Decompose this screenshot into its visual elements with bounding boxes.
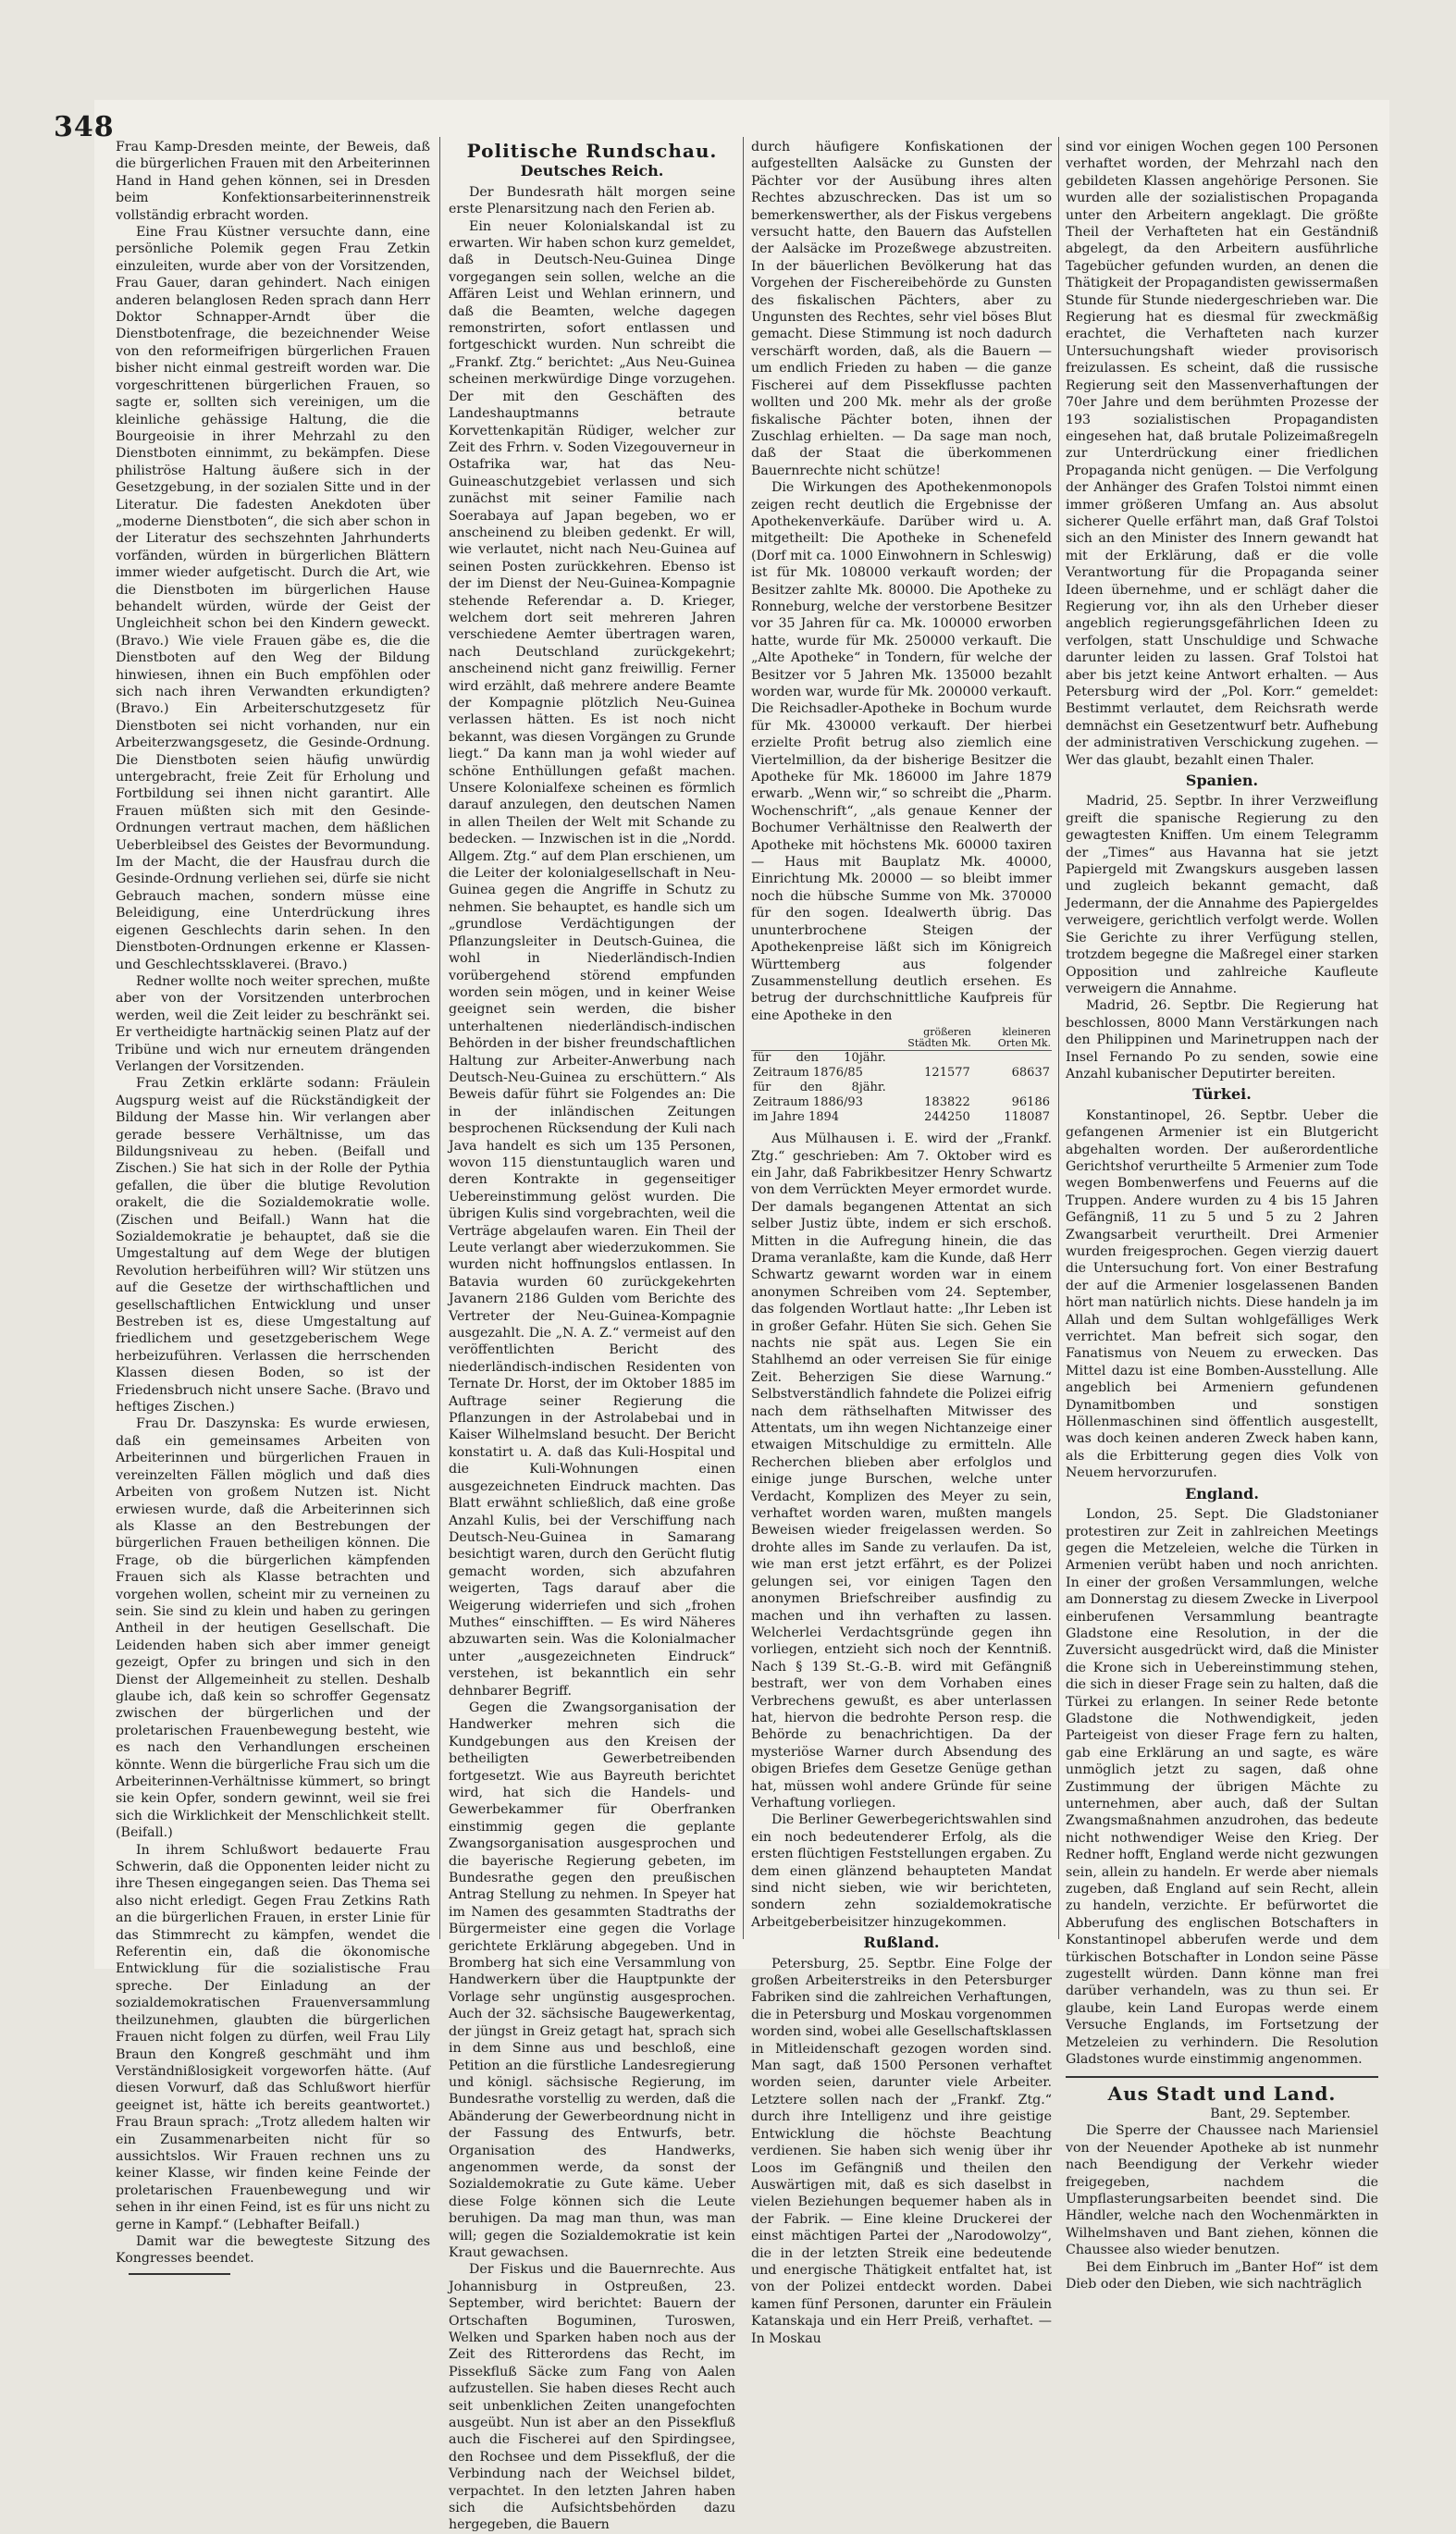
- paragraph: Konstantinopel, 26. Septbr. Ueber die gefangenen Armenier ist ein Blutgericht abgehalten worden. Der außerordentliche Gerichtshof verurtheilte 5 Armenier zum Tode wegen Bombenwerfens und Feuerns auf die Truppen. Andere wurden zu 4 bis 15 Jahren Gefängniß, 11 zu 5 und 5 zu 2 Jahren Zwangsarbeit verurtheilt. Drei Armenier wurden freigesprochen. Gegen vierzig dauert die Untersuchung fort. Von einer Bestrafung der auf die Armenier losgelassenen Banden hört man natürlich nichts. Diese handeln ja im Allah und dem Sultan wohlgefälliges Werk verrichtet. Man befreit sich sogar, den Fanatismus von Neuem zu erwecken. Das Mittel dazu ist eine Bomben-Ausstellung. Alle angeblich bei Armeniern gefundenen Dynamitbomben und sonstigen Höllenmaschinen sind öffentlich ausgestellt, was doch keinen anderen Zweck haben kann, als die Erbitterung gegen dies Volk von Neuem hervorzurufen.: [1066, 1107, 1378, 1481]
- table-header: größeren Städten Mk.: [888, 1026, 972, 1051]
- paragraph: Madrid, 25. Septbr. In ihrer Verzweiflung greift die spanische Regierung zu den gewagtesten Kniffen. Um einem Telegramm der „Times“ aus Havanna hat sie jetzt Papiergeld mit Zwangskurs ausgeben lassen und zugleich bekannt gemacht, daß Jedermann, der die Annahme des Papiergeldes verweigere, gerichtlich verfolgt werde. Wollen Sie Gerichte zu ihrer Verfügung stellen, trotzdem begegne die Maßregel einer starken Opposition und zahlreiche Kaufleute verweigern die Annahme.: [1066, 794, 1378, 996]
- section-title: Politische Rundschau.: [466, 140, 718, 162]
- paragraph: Petersburg, 25. Septbr. Eine Folge der großen Arbeiterstreiks in den Petersburger Fabriken sind die zahlreichen Verhaftungen, die in Petersburg und Moskau vorgenommen worden sind, wobei alle Gesellschaftsklassen in Mitleidenschaft gezogen worden sind. Man sagt, daß 1500 Personen verhaftet worden seien, darunter viele Arbeiter. Letztere sollen nach der „Frankf. Ztg.“ durch ihre Intelligenz und ihre geistige Entwicklung die höchste Beachtung verdienen. Sie haben sich wenig über ihr Loos im Gefängniß und theilen den Auswärtigen mit, daß es sich daselbst in vielen Beziehungen bequemer haben als in der Fabrik. — Eine kleine Druckerei der einst mächtigen Partei der „Narodowolzy“, die in der letzten Streik eine bedeutende und energische Thätigkeit entfaltet hat, ist von der Polizei entdeckt worden. Dabei kamen fünf Personen, darunter ein Fräulein Katanskaja und ein Herr Preiß, verhaftet. — In Moskau: [751, 1956, 1052, 2346]
- paragraph: Frau Kamp-Dresden meinte, der Beweis, daß die bürgerlichen Frauen mit den Arbeiterinnen Hand in Hand gehen können, sei in Dresden beim Konfektionsarbeiterinnenstreik vollständig erbracht worden.: [116, 140, 430, 223]
- column-3: [751, 139, 1052, 2346]
- table-row: [751, 1110, 1052, 1125]
- paragraph: Die Wirkungen des Apothekenmonopols zeigen recht deutlich die Ergebnisse der Apothekenverkäufe. Darüber wird u. A. mitgetheilt: Die Apotheke in Schenefeld (Dorf mit ca. 1000 Einwohnern in Schleswig) ist für Mk. 108000 verkauft worden; der Besitzer zahlte Mk. 80000. Die Apotheke zu Ronneburg, welche der verstorbene Besitzer vor 35 Jahren für ca. Mk. 100000 erworben hatte, wurde für Mk. 250000 verkauft. Die „Alte Apotheke“ in Tondern, für welche der Besitzer vor 5 Jahren Mk. 135000 bezahlt worden war, wurde für Mk. 200000 verkauft. Die Reichsadler-Apotheke in Bochum wurde für Mk. 430000 verkauft. Der hierbei erzielte Profit betrug also ziemlich eine Viertelmillion, da der bisherige Besitzer die Apotheke für Mk. 186000 im Jahre 1879 erwarb. „Wenn wir,“ so schreibt die „Pharm. Wochenschrift“, „als genaue Kenner der Bochumer Verhältnisse den Realwerth der Apotheke mit höchstens Mk. 60000 taxiren — Haus mit Bauplatz Mk. 40000, Einrichtung Mk. 20000 — so bleibt immer noch die hübsche Summe von Mk. 370000 für den sogen. Idealwerth übrig. Das ununterbrochene Steigen der Apothekenpreise läßt sich im Königreich Württemberg aus folgender Zusammenstellung deutlich ersehen. Es betrug der durchschnittliche Kaufpreis für eine Apotheke in den: [751, 480, 1052, 1023]
- cell-value: 121577: [924, 1066, 970, 1081]
- paragraph: Aus Mülhausen i. E. wird der „Frankf. Ztg.“ geschrieben: Am 7. Oktober wird es ein Jahr, daß Fabrikbesitzer Henry Schwartz von dem Verrückten Meyer ermordet wurde. Der damals begangenen Attentat an sich selber Justiz übte, indem er sich erschoß. Mitten in die Aufregung hinein, die das Drama veranlaßte, kam die Kunde, daß Herr Schwartz gewarnt worden war in einem anonymen Schreiben vom 24. September, das folgenden Wortlaut hatte: „Ihr Leben ist in großer Gefahr. Hüten Sie sich. Gehen Sie nachts nie spät aus. Legen Sie ein Stahlhemd an oder verreisen Sie für einige Zeit. Beherzigen Sie diese Warnung.“ Selbstverständlich fahndete die Polizei eifrig nach dem räthselhaften Mitwisser des Attentats, um ihn wegen Nichtanzeige einer etwaigen Mitschuldige zu ermitteln. Alle Recherchen blieben aber erfolglos und einige junge Burschen, welche unter Verdacht, Komplizen des Meyer zu sein, verhaftet worden waren, mußten mangels Beweisen wieder freigelassen werden. So drohte alles im Sande zu verlaufen. Da ist, wie man erst jetzt erfährt, es der Polizei gelungen sei, vor einigen Tagen den anonymen Briefschreiber ausfindig zu machen und ihn verhaften zu lassen. Welcherlei Verdachtsgründe gegen ihn vorliegen, entzieht sich noch der Kenntniß. Nach § 139 St.-G.-B. wird mit Gefängniß bestraft, wer von dem Vorhaben eines Verbrechens gewußt, es aber unterlassen hat, hiervon die bedrohte Person resp. die Behörde zu benachrichtigen. Da der mysteriöse Warner durch Absendung des obigen Briefes dem Gesetze Genüge gethan hat, müssen wohl andere Gründe für seine Verhaftung vorliegen.: [751, 1131, 1052, 1811]
- paragraph: Eine Frau Küstner versuchte dann, eine persönliche Polemik gegen Frau Zetkin einzuleiten, wurde aber von der Vorsitzenden, Frau Gauer, daran gehindert. Nach einigen anderen belanglosen Reden sprach dann Herr Doktor Schnapper-Arndt über die Dienstbotenfrage, die bezeichnender Weise von den reformeifrigen bürgerlichen Frauen bisher nicht einmal gestreift worden war. Die vorgeschrittenen bürgerlichen Frauen, so sagte er, sollten sich vereinigen, um die kleinliche gehässige Haltung, die die Bourgeoisie in ihrer Mehrzahl zu den Dienstboten einnimmt, zu bekämpfen. Diese philiströse Haltung äußere sich in der Gesetzgebung, in der sozialen Sitte und in der Literatur. Die fadesten Anekdoten über „moderne Dienstboten“, die sich aber schon in der Literatur des sechszehnten Jahrhunderts vorfänden, würden in bürgerlichen Blättern immer wieder aufgetischt. Durch die Art, wie die Dienstboten im bürgerlichen Hause behandelt würden, würde der Geist der Ungleichheit schon bei den Kindern geweckt. (Bravo.) Wie viele Frauen gäbe es, die die Dienstboten auf den Weg der Bildung hinwiesen, ihnen ein Buch empföhlen oder sich nach ihren Verwandten erkundigten? (Bravo.) Ein Arbeiterschutzgesetz für Dienstboten sei nicht vorhanden, nur ein Arbeiterzwangsgesetz, die Gesinde-Ordnung. Die Dienstboten seien häufig unwürdig untergebracht, freie Zeit für Erholung und Fortbildung sei ihnen nicht garantirt. Alle Frauen müßten sich mit den Gesinde-Ordnungen vertraut machen, dem häßlichen Ueberbleibsel des Geistes der Bevormundung. Im der Macht, die der Hausfrau durch die Gesinde-Ordnung verliehen sei, dürfe sie nicht Gebrauch machen, sondern müsse eine Beleidigung, eine Unterdrückung ihres eigenen Geschlechts darin sehen. In den Dienstboten-Ordnungen erkenne er Klassen- und Geschlechtssklaverei. (Bravo.): [116, 225, 430, 972]
- cell-value: 183822: [924, 1095, 970, 1110]
- column-1: [116, 139, 430, 2267]
- paragraph: Damit war die bewegteste Sitzung des Kongresses beendet.: [116, 2233, 430, 2267]
- section-heading-russland: Rußland.: [863, 1934, 940, 1952]
- dateline: Bant, 29. September.: [1210, 2106, 1351, 2121]
- paragraph: In ihrem Schlußwort bedauerte Frau Schwerin, daß die Opponenten leider nicht zu ihre Thesen eingegangen seien. Das Thema sei also nicht erledigt. Gegen Frau Zetkins Rath an die bürgerlichen Frauen, in erster Linie für das Stimmrecht zu kämpfen, wendet die Referentin ein, daß die ökonomische Entwicklung für die sozialistische Frau spreche. Der Einladung an der sozialdemokratischen Frauenversammlung theilzunehmen, glaubten die bürgerlichen Frauen nicht folgen zu dürfen, weil Frau Lily Braun den Kongreß geschmäht und ihm Verständnißlosigkeit vorgeworfen hätte. (Auf diesen Vorwurf, daß das Schlußwort hierfür geeignet ist, hätte ich bereits geantwortet.) Frau Braun sprach: „Trotz alledem halten wir ein Zusammenarbeiten nicht für so aussichtslos. Wir Frauen rechnen uns zu keiner Klasse, wir finden keine Feinde der proletarischen Frauenbewegung und wir sehen in ihr einen Feind, ist es für uns nicht zu gerne in Kampf.“ (Lebhafter Beifall.): [116, 1842, 430, 2232]
- paragraph: durch häufigere Konfiskationen der aufgestellten Aalsäcke zu Gunsten der Pächter vor der Ausübung ihres alten Rechtes abzuschrecken. Das ist um so bemerkenswerther, als der Fiskus vergebens versucht hatte, den Bauern das Aufstellen der Aalsäcke im Prozeßwege abzustreiten. In der bäuerlichen Bevölkerung hat das Vorgehen der Fischereibehörde zu Gunsten des fiskalischen Pächters, aber zu Ungunsten des Rechtes, sehr viel böses Blut gemacht. Diese Stimmung ist noch dadurch verschärft worden, daß, als die Bauern — um endlich Frieden zu haben — die ganze Fischerei auf dem Pissekflusse pachten wollten und 200 Mk. mehr als der große fiskalische Pächter boten, ihnen der Zuschlag erhielten. — Da sage man noch, daß der Staat die überkommenen Bauernrechte nicht schütze!: [751, 140, 1052, 478]
- section-heading-tuerkei: Türkei.: [1192, 1085, 1252, 1104]
- table-row: [751, 1081, 1052, 1110]
- cell-value: 68637: [1011, 1066, 1050, 1081]
- row-label: für den 10jähr. Zeitraum 1876/85: [753, 1051, 886, 1081]
- column-rule: [439, 137, 440, 1939]
- end-rule: [129, 2273, 230, 2275]
- paragraph: London, 25. Sept. Die Gladstonianer protestiren zur Zeit in zahlreichen Meetings gegen die Metzeleien, welche die Türken in Armenien verübt haben und noch anrichten. In einer der großen Versammlungen, welche am Donnerstag zu diesem Zwecke in Liverpool einberufenen Versammlung beantragte Gladstone eine Resolution, in der die Zuversicht ausgedrückt wird, daß die Minister die Krone sich in Uebereinstimmung stehen, die sich in dieser Frage sein zu halten, daß die Türkei zu erlangen. In seiner Rede betonte Gladstone die Nothwendigkeit, jeden Parteigeist von dieser Frage fern zu halten, gab eine Erklärung an und sagte, es wäre unmöglich jetzt zu sagen, daß ohne Zustimmung der übrigen Mächte zu unternehmen, aber auch, daß der Sultan Zwangsmaßnahmen anzudrohen, das bedeute nicht nothwendiger Weise den Krieg. Der Redner hofft, England werde nicht gezwungen sein, allein zu handeln. Er werde aber niemals zugeben, daß England auf sein Recht, allein zu handeln, verzichte. Er befürwortet die Abberufung des englischen Botschafters in Konstantinopel abberufen werde und dem türkischen Botschafter in London seine Pässe zugestellt würden. Dann könne man frei darüber verhandeln, was zu thun sei. Er glaube, kein Land Europas werde einem Versuche Englands, im Fortsetzung der Metzeleien zu verhindern. Die Resolution Gladstones wurde einstimmig angenommen.: [1066, 1507, 1378, 2068]
- price-table: [751, 1026, 1052, 1125]
- paragraph: Frau Dr. Daszynska: Es wurde erwiesen, daß ein gemeinsames Arbeiten von Arbeiterinnen und bürgerlichen Frauen in vereinzelten Fällen möglich und daß dies Arbeiten von großem Nutzen ist. Nicht erwiesen wurde, daß die Arbeiterinnen sich als Klasse an den Bestrebungen der bürgerlichen Frauen betheiligen können. Die Frage, ob die bürgerlichen kämpfenden Frauen sich als Klasse betrachten und vorgehen wollen, scheint mir zu verneinen zu sein. Sie sind zu klein und haben zu geringen Antheil in der heutigen Gesellschaft. Die Leidenden haben sich aber immer geneigt gezeigt, Opfer zu bringen und sich in den Dienst der Allgemeinheit zu stellen. Deshalb glaube ich, daß kein so schroffer Gegensatz zwischen der bürgerlichen und der proletarischen Frauenbewegung besteht, wie es nach den Verhandlungen erscheinen könnte. Wenn die bürgerliche Frau sich um die Arbeiterinnen-Verhältnisse kümmert, so bringt sie kein Opfer, sondern gewinnt, weil sie frei sich die Wirklichkeit der Menschlichkeit stellt. (Beifall.): [116, 1416, 430, 1841]
- table-header: kleineren Orten Mk.: [972, 1026, 1052, 1051]
- cell-value: 96186: [1011, 1095, 1050, 1110]
- subsection-title: Deutsches Reich.: [520, 162, 664, 180]
- paragraph: Bei dem Einbruch im „Banter Hof“ ist dem Dieb oder den Dieben, wie sich nachträglich: [1066, 2259, 1378, 2292]
- column-2: [449, 139, 735, 2533]
- section-divider: [1066, 2076, 1378, 2078]
- cell-value: 244250: [924, 1110, 970, 1125]
- paragraph: Redner wollte noch weiter sprechen, mußte aber von der Vorsitzenden unterbrochen werden, weil die Zeit leider zu beschränkt sei. Er vertheidigte hartnäckig seinen Platz auf der Tribüne und wich nur erneutem drängenden Verlangen der Vorsitzenden.: [116, 973, 430, 1074]
- paragraph: sind vor einigen Wochen gegen 100 Personen verhaftet worden, der Mehrzahl nach den gebildeten Klassen angehörige Personen. Sie wurden alle der sozialistischen Propaganda unter den Arbeitern angeklagt. Die größte Theil der Verhafteten hat ein Geständniß abgelegt, da den Arbeitern ausführliche Tagebücher gefunden wurden, an denen die Thätigkeit der Propagandisten gewissermaßen Stunde für Stunde niedergeschrieben war. Die Regierung hat es diesmal für zweckmäßig erachtet, die Verhafteten nach kurzer Untersuchungshaft wieder provisorisch freizulassen. Es scheint, daß die russische Regierung seit den Massenverhaftungen der 70er Jahre und dem berühmten Prozesse der 193 sozialistischen Propagandisten eingesehen hat, daß brutale Polizeimaßregeln zur Unterdrückung einer friedlichen Propaganda nicht genügen. — Die Verfolgung der Anhänger des Grafen Tolstoi nimmt einen immer größeren Umfang an. Aus absolut sicherer Quelle erfährt man, daß Graf Tolstoi sich an den Minister des Innern gewandt hat mit der Erklärung, daß er die volle Verantwortung für die Propaganda seiner Ideen übernehme, und er schlägt daher die Regierung vor, ihn als den Urheber dieser angeblich regierungsgefährlichen Ideen zu verfolgen, statt Unschuldige und Schwache darunter leiden zu lassen. Graf Tolstoi hat aber bis jetzt keine Antwort erhalten. — Aus Petersburg wird der „Pol. Korr.“ gemeldet: Bestimmt verlautet, dem Reichsrath werde demnächst ein Gesetzentwurf betr. Aufhebung der administrativen Verschickung zugehen. — Wer das glaubt, bezahlt einen Thaler.: [1066, 140, 1378, 768]
- paragraph: Der Fiskus und die Bauernrechte. Aus Johannisburg in Ostpreußen, 23. September, wird berichtet: Bauern der Ortschaften Boguminen, Turoswen, Welken und Sparken haben noch aus der Zeit des Ritterordens das Recht, im Pissekfluß Säcke zum Fang von Aalen aufzustellen. Sie haben dieses Recht auch seit unbenklichen Zeiten unangefochten ausgeübt. Nun ist aber an den Pissekfluß auch die Fischerei auf den Spirdingsee, den Rochsee und dem Pissekfluß, der die Verbindung nach der Weichsel bildet, verpachtet. In den letzten Jahren haben sich die Aufsichtsbehörden dazu hergegeben, die Bauern: [449, 2262, 735, 2533]
- cell-value: 118087: [1004, 1110, 1050, 1125]
- page-number: 348: [54, 111, 115, 143]
- paragraph: Die Berliner Gewerbegerichtswahlen sind ein noch bedeutenderer Erfolg, als die ersten flüchtigen Feststellungen ergaben. Zu dem einen glänzend behaupteten Mandat sind nicht sieben, wie wir berichteten, sondern zehn sozialdemokratische Arbeitgeberbeisitzer hinzugekommen.: [751, 1812, 1052, 1930]
- paragraph: Frau Zetkin erklärte sodann: Fräulein Augspurg weist auf die Rückständigkeit der Bildung der Masse hin. Wir verlangen aber gerade bessere Verhältnisse, um das Bildungsniveau zu heben. (Beifall und Zischen.) Sie hat sich in der Rolle der Pythia gefallen, die über die blutige Revolution orakelt, die die Sozialdemokratie wolle. (Zischen und Beifall.) Wann hat die Sozialdemokratie je behauptet, daß sie die Umgestaltung auf dem Wege der blutigen Revolution herbeiführen will? Wir stützen uns auf die Gesetze der wirthschaftlichen und gesellschaftlichen Entwicklung und unser Bestreben ist es, diese Umgestaltung auf friedlichem und gesetzgeberischem Wege herbeizuführen. Verlassen die herrschenden Klassen diesen Boden, so ist der Friedensbruch nicht unsere Sache. (Bravo und heftiges Zischen.): [116, 1076, 430, 1415]
- paragraph: Der Bundesrath hält morgen seine erste Plenarsitzung nach den Ferien ab.: [449, 184, 735, 217]
- section-heading-spanien: Spanien.: [1185, 772, 1259, 790]
- row-label: für den 8jähr. Zeitraum 1886/93: [753, 1081, 886, 1110]
- row-label: im Jahre 1894: [753, 1110, 840, 1125]
- section-heading-england: England.: [1185, 1484, 1259, 1502]
- paragraph: Ein neuer Kolonialskandal ist zu erwarten. Wir haben schon kurz gemeldet, daß in Deutsch-Neu-Guinea Dinge vorgegangen sein sollen, welche an die Affären Leist und Wehlan erinnern, und daß die Beamten, welche dagegen remonstrirten, sofort entlassen und fortgeschickt wurden. Nun schreibt die „Frankf. Ztg.“ berichtet: „Aus Neu-Guinea scheinen merkwürdige Dinge vorzugehen. Der mit den Geschäften des Landeshauptmanns betraute Korvettenkapitän Rüdiger, welcher zur Zeit des Frhrn. v. Soden Vizegouverneur in Ostafrika war, hat das Neu-Guineaschutzgebiet verlassen und sich zunächst mit seiner Familie nach Soerabaya auf Japan begeben, wo er anscheinend zu bleiben gedenkt. Er will, wie verlautet, nicht nach Neu-Guinea auf seinen Posten zurückkehren. Ebenso ist der im Dienst der Neu-Guinea-Kompagnie stehende Referendar a. D. Krieger, welchem dort seit mehreren Jahren verschiedene Aemter übertragen waren, nach Deutschland zurückgekehrt; anscheinend nicht ganz freiwillig. Ferner wird erzählt, daß mehrere andere Beamte der Kompagnie plötzlich Neu-Guinea verlassen hätten. Es ist noch nicht bekannt, was diesen Vorgängen zu Grunde liegt.“ Da kann man ja wohl wieder auf schöne Enthüllungen gefaßt machen. Unsere Kolonialfexe scheinen es förmlich darauf anzulegen, den deutschen Namen in allen Theilen der Welt mit Schande zu bedecken. — Inzwischen ist in die „Nordd. Allgem. Ztg.“ auf dem Plan erschienen, um die Leiter der kolonialgesellschaft in Neu-Guinea gegen die Angriffe in Schutz zu nehmen. Sie behauptet, es handle sich um „grundlose Verdächtigungen der Pflanzungsleiter in Deutsch-Guinea, die wohl in Niederländisch-Indien vorübergehend störend empfunden worden sein mögen, und in keiner Weise geeignet sein werden, die bisher unterhaltenen niederländisch-indischen Behörden in der bisher freundschaftlichen Haltung zur Arbeiter-Anwerbung nach Deutsch-Neu-Guinea zu erschüttern.“ Als Beweis dafür führt sie Folgendes an: Die in der inländischen Zeitungen besprochenen Rücksendung der Kuli nach Java handelt es sich um 135 Personen, wovon 115 dienstuntauglich waren und deren Kontrakte in gegenseitiger Uebereinstimmung gelöst wurden. Die übrigen Kulis sind vorgebrachten, weil die Verträge abgelaufen waren. Ein Theil der Leute verlangt aber wiederzukommen. Sie wurden nicht hoffnungslos entlassen. In Batavia wurden 60 zurückgekehrten Javanern 2186 Gulden vom Berichte des Vertreter der Neu-Guinea-Kompagnie ausgezahlt. Die „N. A. Z.“ vermeist auf den veröffentlichten Bericht des niederländisch-indischen Residenten von Ternate Dr. Horst, der im Oktober 1885 im Auftrage seiner Regierung die Pflanzungen in der Astrolabebai und in Kaiser Wilhelmsland besucht. Der Bericht konstatirt u. A. daß das Kuli-Hospital und die Kuli-Wohnungen einen ausgezeichneten Eindruck machten. Das Blatt erwähnt schließlich, daß eine große Anzahl Kulis, bei der Verschiffung nach Deutsch-Neu-Guinea in Samarang besichtigt waren, durch den Gerücht flutig gemacht worden, sich abzufahren weigerten, Tags darauf aber die Weigerung widerriefen und sich „frohen Muthes“ einschifften. — Es wird Näheres abzuwarten sein. Was die Kolonialmacher unter „ausgezeichneten Eindruck“ verstehen, ist bekanntlich ein sehr dehnbarer Begriff.: [449, 218, 735, 1699]
- table-row: [751, 1051, 1052, 1082]
- column-4: [1066, 139, 1378, 2292]
- paragraph: Die Sperre der Chaussee nach Mariensiel von der Neuender Apotheke ab ist nunmehr nach Beendigung der Verkehr wieder freigegeben, nachdem die Umpflasterungsarbeiten beendet sind. Die Händler, welche nach den Wochenmärkten in Wilhelmshaven und Bant ziehen, können die Chaussee also wieder benutzen.: [1066, 2123, 1378, 2258]
- column-rule: [1058, 137, 1059, 1939]
- local-news-title: Aus Stadt und Land.: [1107, 2082, 1337, 2105]
- paragraph: Madrid, 26. Septbr. Die Regierung hat beschlossen, 8000 Mann Verstärkungen nach den Philippinen und Marinetruppen nach der Insel Fernando Po zu senden, sowie eine Anzahl kubanischer Deputirter bereiten.: [1066, 998, 1378, 1082]
- paragraph: Gegen die Zwangsorganisation der Handwerker mehren sich die Kundgebungen aus den Kreisen der betheiligten Gewerbetreibenden fortgesetzt. Wie aus Bayreuth berichtet wird, hat sich die Handels- und Gewerbekammer für Oberfranken einstimmig gegen die geplante Zwangsorganisation ausgesprochen und die bayerische Regierung gebeten, im Bundesrathe gegen den preußischen Antrag Stellung zu nehmen. In Speyer hat im Namen des gesammten Stadtraths der Bürgermeister eine gegen die Vorlage gerichtete Erklärung abgegeben. Und in Bromberg hat sich eine Versammlung von Handwerkern über die Hauptpunkte der Vorlage sehr ungünstig ausgesprochen. Auch der 32. sächsische Baugewerkentag, der jüngst in Greiz getagt hat, sprach sich in dem Sinne aus und beschloß, eine Petition an die fürstliche Landesregierung und königl. sächsische Regierung, im Bundesrathe vorstellig zu werden, daß die Abänderung der Gewerbeordnung nicht in der Fassung des Entwurfs, betr. Organisation des Handwerks, angenommen werde, da sonst der Sozialdemokratie zu Gute käme. Ueber diese Folge können sich die Leute beruhigen. Da mag man thun, was man will; gegen die Sozialdemokratie ist kein Kraut gewachsen.: [449, 1700, 735, 2260]
- column-rule: [743, 137, 744, 1939]
